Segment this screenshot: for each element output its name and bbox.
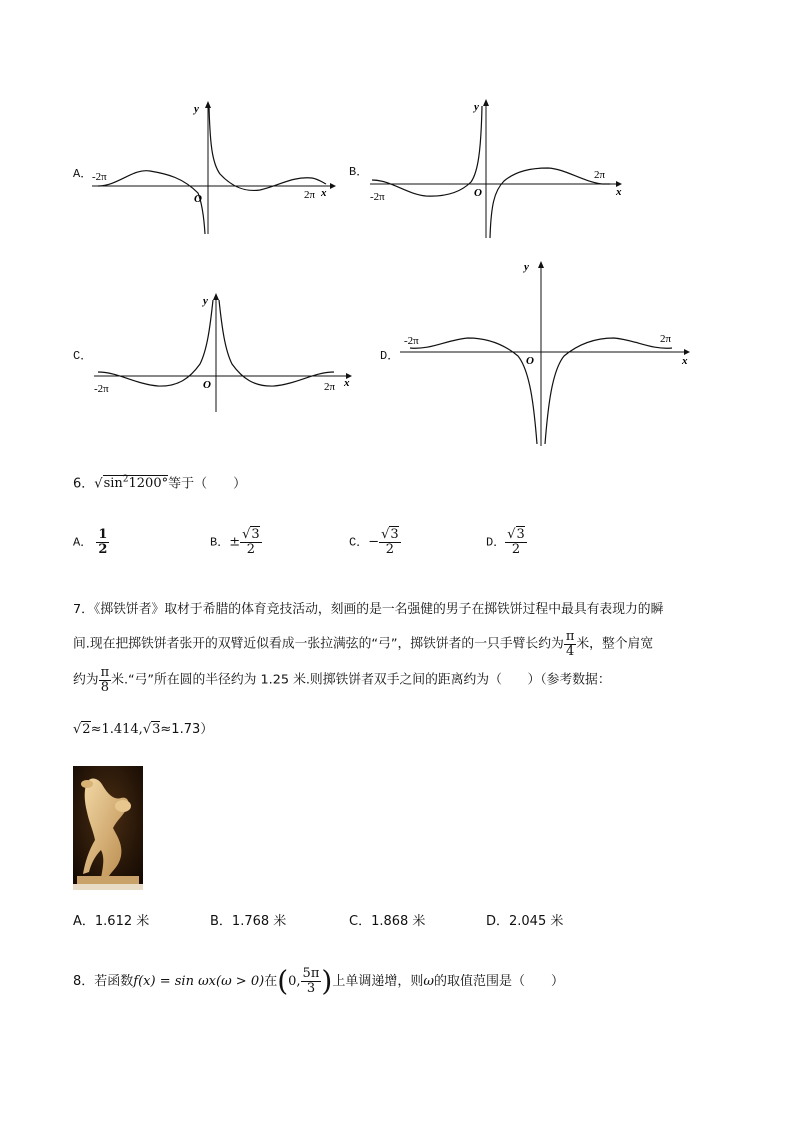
- q6-suffix: 等于（ ）: [168, 476, 247, 492]
- tick-neg-2pi: -2π: [370, 191, 385, 203]
- curve-right: [490, 168, 610, 238]
- curve-left: [98, 171, 205, 234]
- q7-line1: 7．《掷铁饼者》取材于希腊的体育竞技活动，刻画的是一名强健的男子在掷铁饼过程中最具有表现力的瞬: [73, 602, 664, 617]
- tick-neg-2pi: -2π: [92, 171, 107, 183]
- q6-number: 6．: [73, 476, 95, 492]
- y-axis-arrow-icon: [538, 261, 544, 268]
- y-axis-arrow-icon: [205, 101, 211, 108]
- q6-option-b[interactable]: B．± $\frac{√3}{2}$: [210, 527, 260, 557]
- y-axis-label: y: [474, 101, 479, 113]
- q6-option-a[interactable]: A． $\frac{1}{2}$: [73, 527, 108, 557]
- curve-left: [410, 338, 537, 444]
- curve-right: [219, 300, 334, 386]
- q7-reference-data: √2≈1.414,√3≈1.73）: [73, 722, 214, 737]
- origin-label: O: [474, 187, 482, 199]
- y-axis-arrow-icon: [483, 99, 489, 106]
- q7-option-a[interactable]: A．1.612 米: [73, 914, 150, 929]
- tick-2pi: 2π: [660, 333, 672, 345]
- q6-stem: [73, 470, 246, 494]
- origin-label: O: [203, 379, 211, 391]
- option-a-label[interactable]: A．: [73, 167, 93, 181]
- sqrt-icon: √: [242, 527, 251, 542]
- origin-label: O: [194, 193, 202, 205]
- q6-option-d[interactable]: D． $\frac{√3}{2}$: [486, 527, 525, 557]
- q8-function: f(x) = sin ωx(ω > 0): [133, 974, 265, 989]
- x-axis-label: x: [616, 186, 622, 198]
- tick-2pi: 2π: [594, 169, 606, 181]
- x-axis-label: x: [682, 355, 688, 367]
- option-b-label[interactable]: B．: [349, 165, 369, 179]
- sqrt-icon: √: [142, 722, 152, 737]
- q6-option-c[interactable]: C．− $\frac{√3}{2}$: [349, 527, 399, 557]
- q8-interval-fraction: $\frac{5\pi}{3}$: [302, 966, 320, 996]
- graph-b: [366, 96, 628, 242]
- q7-option-c[interactable]: C．1.868 米: [349, 914, 426, 929]
- x-axis-label: x: [321, 187, 327, 199]
- tick-2pi: 2π: [324, 381, 336, 393]
- x-axis-label: x: [344, 377, 350, 389]
- tick-neg-2pi: -2π: [404, 335, 419, 347]
- sqrt-icon: √: [507, 527, 516, 542]
- curve-left: [98, 300, 213, 386]
- graph-a: [88, 98, 338, 238]
- q7-option-d[interactable]: D．2.045 米: [486, 914, 564, 929]
- origin-label: O: [526, 355, 534, 367]
- q7-line2: 间.现在把掷铁饼者张开的双臂近似看成一张拉满弦的“弓”，掷铁饼者的一只手臂长约为 $\frac{\pi}{4}$ 米，整个肩宽: [73, 629, 654, 659]
- y-axis-label: y: [203, 295, 208, 307]
- y-axis-arrow-icon: [213, 293, 219, 300]
- graph-c: [90, 288, 358, 416]
- option-d-label[interactable]: D．: [380, 349, 400, 363]
- x-axis-arrow-icon: [330, 183, 336, 189]
- q8-stem: 8．若函数f(x) = sin ωx(ω > 0)在(0, $\frac{5\pi}{3}$ )上单调递增，则ω的取值范围是（ ）: [73, 964, 564, 998]
- tick-2pi: 2π: [304, 189, 316, 201]
- graph-d: [396, 256, 696, 448]
- q6-radicand: $\sin^21200^\circ$: [103, 475, 169, 492]
- discobolus-statue-image: [73, 766, 143, 890]
- q7-option-b[interactable]: B．1.768 米: [210, 914, 287, 929]
- sqrt-icon: √: [73, 722, 82, 737]
- y-axis-label: y: [524, 261, 529, 273]
- sqrt-icon: √: [381, 527, 390, 542]
- tick-neg-2pi: -2π: [94, 383, 109, 395]
- curve-right: [209, 106, 326, 190]
- option-c-label[interactable]: C．: [73, 349, 93, 363]
- sqrt-icon: √: [94, 476, 103, 492]
- curve-left: [372, 106, 482, 196]
- y-axis-label: y: [194, 103, 199, 115]
- curve-right: [545, 338, 672, 444]
- q7-line3: 约为 $\frac{\pi}{8}$ 米.“弓”所在圆的半径约为 1.25 米.则掷铁饼者双手之间的距离约为（ ）（参考数据：: [73, 665, 611, 695]
